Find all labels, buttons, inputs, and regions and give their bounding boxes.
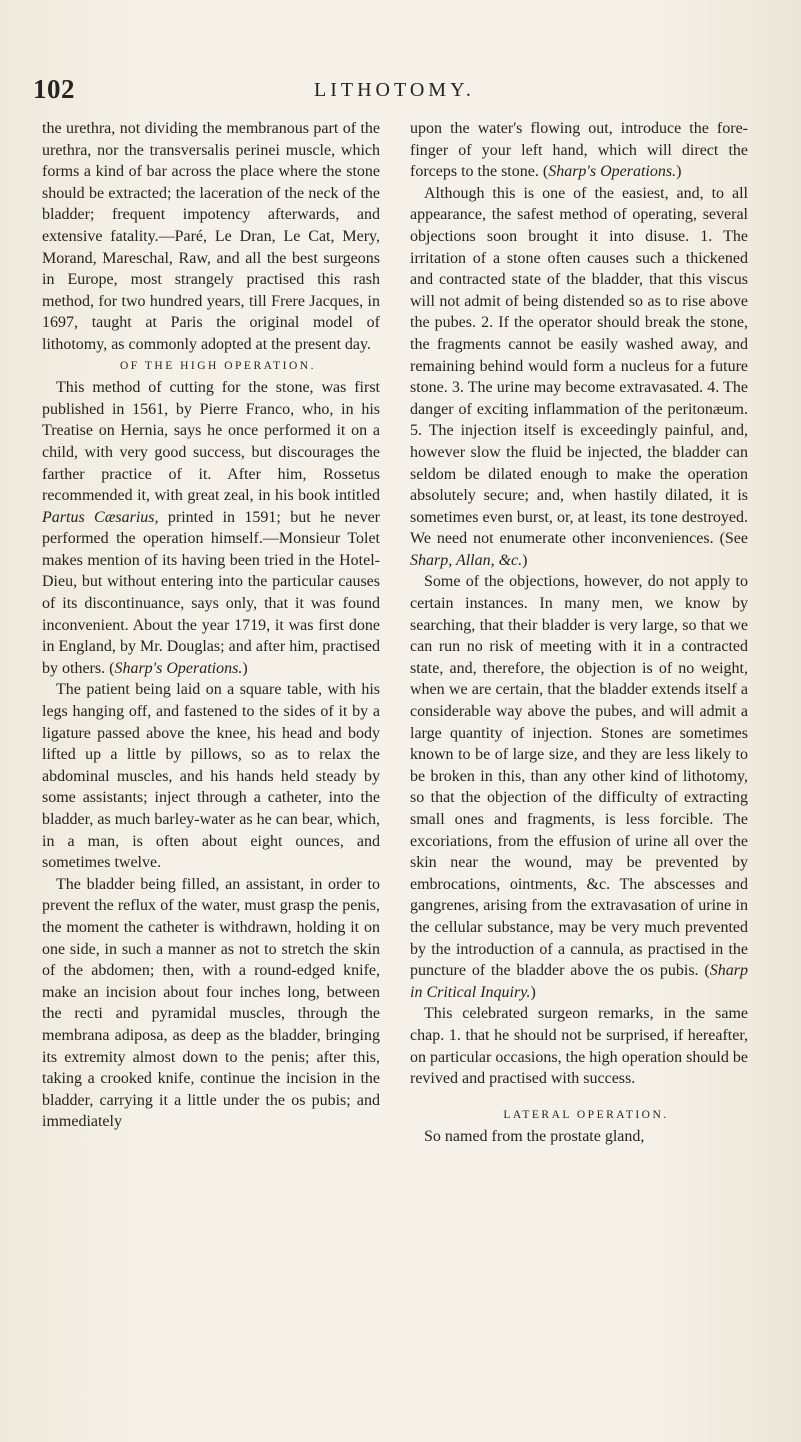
section-heading-high-operation: OF THE HIGH OPERATION. xyxy=(120,359,316,372)
paragraph xyxy=(410,118,748,183)
citation: Sharp's Operations. xyxy=(548,163,677,181)
citation: Sharp in Critical Inquiry. xyxy=(410,962,748,1001)
citation: Sharp, Allan, &c. xyxy=(410,551,523,569)
right-column xyxy=(410,118,748,1148)
paragraph: the urethra, not dividing the membranous part of the urethra, nor the transversalis perinei muscle, which forms a kind of bar across the place where the stone should be extracted; the laceration of the neck of the bladder; frequent impotency afterwards, and extensive fatality.—Paré, Le Dran, Le Cat, Mery, Morand, Mareschal, Raw, and all the best surgeons in Europe, most strangely practised this rash method, for two hundred years, till Frere Jacques, in 1697, taught at Paris the original model of lithotomy, as commonly adopted at the present day. xyxy=(42,120,380,353)
section-heading-lateral-operation: LATERAL OPERATION. xyxy=(503,1108,669,1121)
text-run: Some of the objections, however, do not apply to certain instances. In many men, we know by searching, that their bladder is very large, so that we can run no risk of meeting with it in a contracted state, and, therefore, the objection is of no weight, when we are certain, that the bladder extends itself a considerable way above the pubes, and will admit a large quantity of injection. Stones are sometimes known to be of large size, and they are less likely to be broken in this, than any other kind of lithotomy, so that the objection of the difficulty of extracting small ones and fragments, is less forcible. The excoriations, from the effusion of urine all over the skin near the wound, may be prevented by embrocations, ointments, &c. The abscesses and gangrenes, arising from the extravasation of urine in the cellular substance, may be very much prevented by the introduction of a cannula, as practised in the puncture of the bladder above the os pubis. ( xyxy=(410,573,748,980)
citation: Sharp's Operations. xyxy=(114,659,243,677)
text-run: ) xyxy=(530,983,536,1001)
running-title: LITHOTOMY. xyxy=(314,79,475,101)
page-number: 102 xyxy=(33,74,75,104)
paragraph: The patient being laid on a square table, with his legs hanging off, and fastened to the sides of it by a ligature passed above the knee, his head and body lifted up a little by pillows, so as to relax the abdominal muscles, and his hands held steady by some assistants; inject through a catheter, into the bladder, as much barley-water as he can bear, which, in a man, is often about eight ounces, and sometimes twelve. xyxy=(42,681,380,872)
paragraph: This celebrated surgeon remarks, in the same chap. 1. that he should not be surprised, if hereafter, on particular occasions, the high operation should be revived and practised with success. xyxy=(410,1005,748,1088)
left-column xyxy=(42,118,380,1133)
text-run: ) xyxy=(522,551,528,569)
paragraph xyxy=(42,377,380,679)
paragraph: So named from the prostate gland, xyxy=(424,1128,645,1146)
text-run: Although this is one of the easiest, and, to all appearance, the safest method of operating, several objections soon brought it into disuse. 1. The irritation of a stone often causes such a thickened and contracted state of the bladder, that this viscus will not admit of being distended so as to rise above the pubes. 2. If the operator should break the stone, the fragments cannot be easily washed away, and remaining behind would form a nucleus for a future stone. 3. The urine may become extravasated. 4. The danger of exciting inflammation of the peritonæum. 5. The injection itself is exceedingly painful, and, however slow the fluid be injected, the bladder can seldom be dilated enough to make the operation absolutely secure; and, when hastily dilated, it is sometimes even burst, or, at least, its tone destroyed. We need not enumerate other inconveniences. (See xyxy=(410,184,748,548)
text-run: ) xyxy=(242,659,248,677)
paragraph xyxy=(410,183,748,572)
paragraph: The bladder being filled, an assistant, in order to prevent the reflux of the water, must grasp the penis, the moment the catheter is withdrawn, holding it on one side, in such a manner as not to stretch the skin of the abdomen; then, with a round-edged knife, make an incision about four inches long, between the recti and pyramidal muscles, through the membrana adiposa, as deep as the bladder, bringing its extremity almost down to the penis; after this, taking a crooked knife, continue the incision in the bladder, carrying it a little under the os pubis; and immediately xyxy=(42,875,380,1131)
text-run: This method of cutting for the stone, was first published in 1561, by Pierre Franco, who, in his Treatise on Hernia, says he once performed it on a child, with very good success, but discourages the farther practice of it. After him, Rossetus recommended it, with great zeal, in his book intitled xyxy=(42,379,380,505)
text-run: printed in 1591; but he never performed the operation himself.—Monsieur Tolet makes mention of its having been tried in the Hotel-Dieu, but without entering into the particular causes of its discontinuance, says only, that it was found inconvenient. About the year 1719, it was first done in England, by Mr. Douglas; and after him, practised by others. ( xyxy=(42,508,381,677)
text-run: ) xyxy=(676,163,682,181)
paragraph xyxy=(410,571,748,1003)
text-run: upon the water's flowing out, introduce the fore-finger of your left hand, which will direct the forceps to the stone. ( xyxy=(410,120,748,181)
book-title: Partus Cæsarius, xyxy=(42,508,159,526)
